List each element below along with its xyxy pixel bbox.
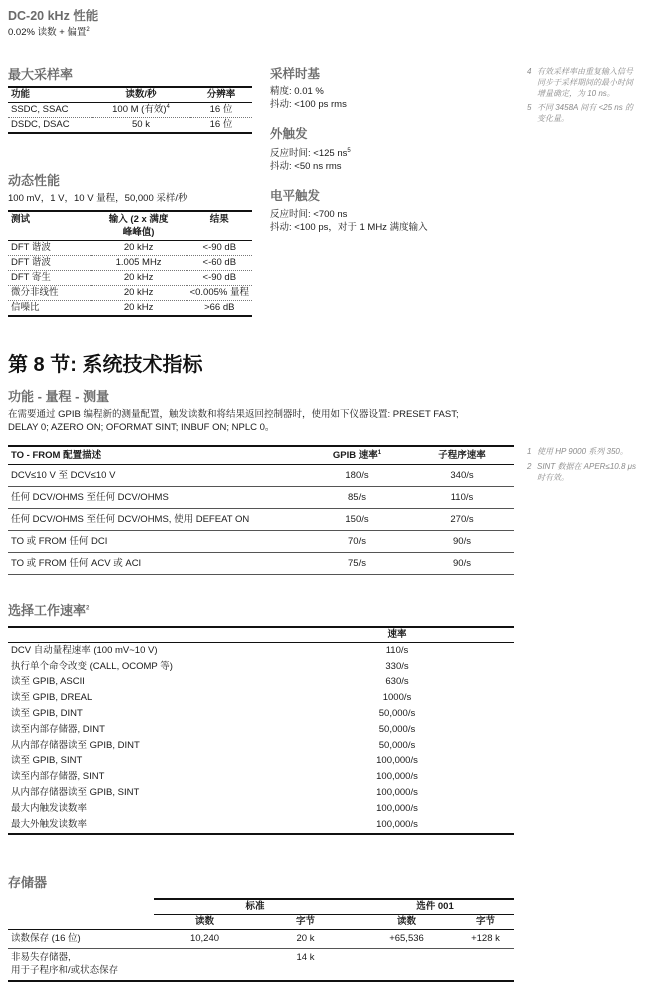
max-sample-rate-title: 最大采样率 (8, 67, 74, 82)
function-range-desc-1: 在需要通过 GPIB 编程新的测量配置，触发读数和将结果返回控制器时，使用如下仪器设置: PRESET FAST; (8, 409, 459, 420)
footnote-4: 4 有效采样率由重复输入信号同步于采样期间的最小时间增量确定，为 10 ns。 (527, 67, 633, 98)
function-range-desc-2: DELAY 0; AZERO ON; OFORMAT SINT; INBUF ON; NPLC 0。 (8, 422, 275, 433)
table-row: 任何 DCV/OHMS 至任何 DCV/OHMS, 使用 DEFEAT ON 150/s 270/s (8, 509, 514, 531)
col-input: 输入 (2 x 满度 峰峰值) (91, 211, 187, 241)
table-row: 读数保存 (16 位) 10,240 20 k +65,536 +128 k (8, 930, 514, 949)
table-row: TO 或 FROM 任何 DCI 70/s 90/s (8, 531, 514, 553)
table-row: 读至 GPIB, SINT 100,000/s (11, 755, 418, 767)
table-header-row (8, 211, 252, 241)
ext-trigger-jitter: 抖动: <50 ns rms (270, 161, 342, 172)
table-row: 信噪比 20 kHz >66 dB (8, 301, 252, 317)
footnote-2: 2 SINT 数据在 APER≤10.8 μs 时有效。 (527, 462, 637, 482)
table-row: 最大内触发读数率 100,000/s (11, 802, 418, 814)
table-header-row (8, 87, 252, 103)
table-row: DFT 寄生 20 kHz <-90 dB (8, 271, 252, 286)
table-row: 微分非线性 20 kHz <0.005% 量程 (8, 286, 252, 301)
col-result: 结果 (187, 211, 252, 241)
level-trigger-jitter: 抖动: <100 ps，对于 1 MHz 满度输入 (270, 222, 428, 233)
table-row: 从内部存储器读至 GPIB, DINT 50,000/s (11, 739, 416, 751)
selected-speeds-table (8, 626, 514, 835)
col-rate: 读数/秒 (92, 87, 190, 103)
ext-trigger-latency: 反应时间: <125 $ns^5$ (270, 147, 351, 159)
table-header-row (8, 899, 514, 915)
col-test: 测试 (8, 211, 91, 241)
function-range-title: 功能 - 量程 - 测量 (8, 389, 110, 404)
table-header-row (8, 627, 514, 643)
max-sample-rate-table (8, 86, 252, 134)
col-speed: 速率 (344, 627, 450, 643)
memory-table (8, 898, 514, 982)
table-row: 读至内部存储器, DINT 50,000/s (11, 723, 416, 735)
timebase-accuracy: 精度: 0.01 % (270, 86, 324, 97)
footnote-5: 5 不同 3458A 间有 <25 ns 的变化量。 (527, 103, 633, 123)
col-function: 功能 (8, 87, 92, 103)
table-row: SSDC, SSAC 100 M (有效)$^4$ 16 位 (8, 103, 252, 118)
col-group-standard: 标准 (154, 899, 356, 915)
col-subprogram-rate: 子程序速率 (410, 446, 514, 465)
table-row: 读至 GPIB, DREAL 1000/s (11, 692, 412, 704)
col-resolution: 分辨率 (190, 87, 252, 103)
table-row: 最大外触发读数率 100,000/s (8, 817, 514, 834)
timebase-jitter: 抖动: <100 ps rms (270, 99, 347, 110)
footnote-1: 1 使用 HP 9000 系列 350。 (527, 447, 628, 456)
table-row: 从内部存储器读至 GPIB, SINT 100,000/s (11, 787, 418, 799)
ext-trigger-title: 外触发 (270, 127, 308, 141)
dynamic-performance-table (8, 210, 252, 317)
table-row: 非易失存储器, 用于子程序和/或状态保存 14 k (8, 949, 514, 982)
section-title: 第 8 节: 系统技术指标 (8, 354, 203, 376)
col-gpib-rate: GPIB 速率$^1$ (304, 446, 410, 465)
table-row: 执行单个命令改变 (CALL, OCOMP 等) 330/s (11, 660, 409, 672)
dynamic-performance-title: 动态性能 (8, 173, 61, 188)
config-rate-table (8, 445, 514, 575)
table-row: DCV≤10 V 至 DCV≤10 V 180/s 340/s (8, 465, 514, 487)
table-row: 任何 DCV/OHMS 至任何 DCV/OHMS 85/s 110/s (8, 487, 514, 509)
selected-speeds-title: 选择工作速率$^2$ (8, 603, 90, 618)
level-trigger-latency: 反应时间: <700 ns (270, 209, 348, 220)
level-trigger-title: 电平触发 (270, 189, 321, 203)
table-row: 读至 GPIB, DINT 50,000/s (11, 708, 416, 720)
table-row: 读至内部存储器, SINT 100,000/s (11, 771, 418, 783)
accuracy-text: 0.02% 读数 + 偏置$^2$ (8, 26, 90, 38)
table-row: DCV 自动量程速率 (100 mV~10 V) 110/s (11, 644, 409, 656)
table-row: DFT 谐波 20 kHz <-90 dB (8, 241, 252, 256)
col-config: TO - FROM 配置描述 (8, 446, 304, 465)
dynamic-performance-subtitle: 100 mV，1 V，10 V 量程，50,000 采样/秒 (8, 193, 188, 204)
table-row: 读至 GPIB, ASCII 630/s (11, 676, 409, 688)
table-row: DFT 谐波 1.005 MHz <-60 dB (8, 256, 252, 271)
memory-title: 存储器 (8, 875, 48, 890)
performance-title: DC-20 kHz 性能 (8, 9, 99, 23)
timebase-title: 采样时基 (270, 67, 321, 81)
table-row: DSDC, DSAC 50 k 16 位 (8, 118, 252, 134)
col-group-option: 选件 001 (356, 899, 514, 915)
table-row: TO 或 FROM 任何 ACV 或 ACI 75/s 90/s (8, 553, 514, 575)
table-subheader-row: 读数 字节 读数 字节 (8, 915, 514, 930)
table-header-row (8, 446, 514, 465)
